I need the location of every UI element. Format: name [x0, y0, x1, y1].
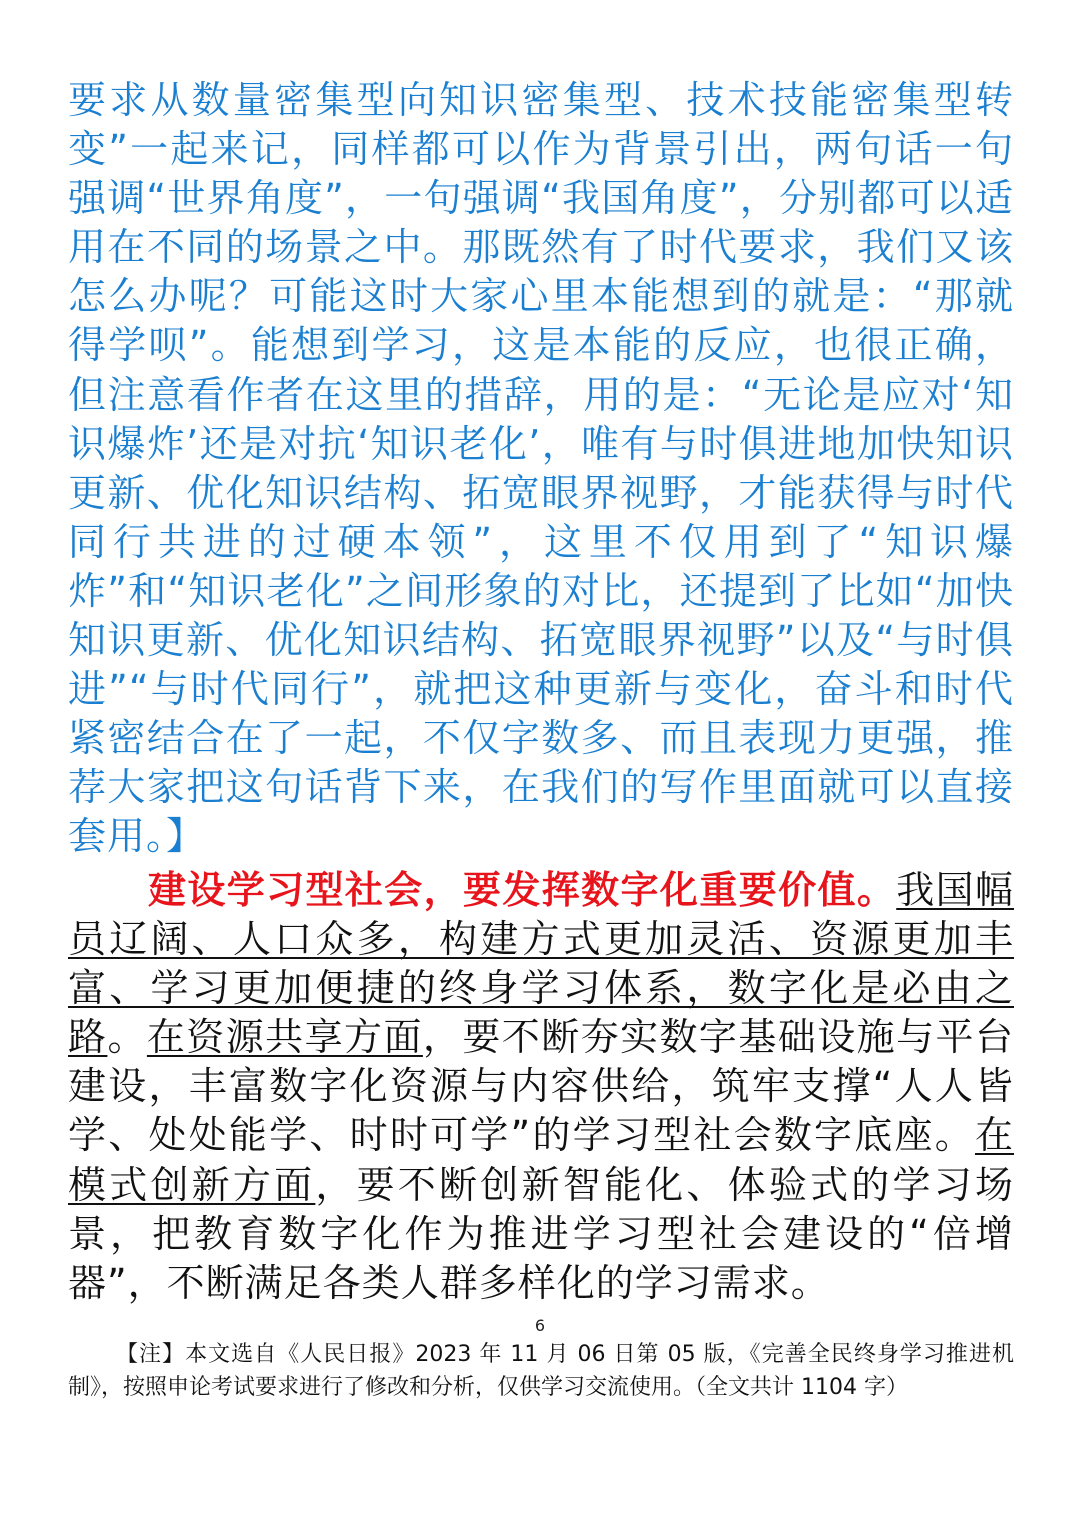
body-text-segment: ，要不断创新智能化、体验式的学习场景，把教育数字化作为推进学习型社会建设的“倍增器”，不断满足各类人群多样化的学习需求。	[68, 1162, 1014, 1305]
body-text-segment: ，要不断夯实数字基础设施与平台建设，丰富数字化资源与内容供给，筑牢支撑“人人皆学、处处能学、时时可学”的学习型社会数字底座。	[68, 1015, 1014, 1158]
underlined-sentence: 我国幅员辽阔、人口众多，构建方式更加灵活、资源更加丰富、学习更加便捷的终身学习体系，数字化是必由之路	[68, 868, 1014, 1060]
source-note: 【注】本文选自《人民日报》2023 年 11 月 06 日第 05 版，《完善全民终身学习推进机制》，按照申论考试要求进行了修改和分析，仅供学习交流使用。（全文共计 1104 字）	[68, 1342, 1014, 1400]
section-heading: 建设学习型社会，要发挥数字化重要价值。	[148, 868, 897, 912]
underlined-phrase-resource-sharing: 在资源共享方面	[146, 1015, 423, 1060]
underlined-phrase-mode-innovation: 在模式创新方面	[68, 1113, 1014, 1207]
analysis-paragraph: 要求从数量密集型向知识密集型、技术技能密集型转变”一起来记，同样都可以作为背景引出，两句话一句强调“世界角度”，一句强调“我国角度”，分别都可以适用在不同的场景之中。那既然有了时代要求，我们又该怎么办呢？可能这时大家心里本能想到的就是：“那就得学呗”。能想到学习，这是本能的反应，也很正确，但注意看作者在这里的措辞，用的是：“无论是应对‘知识爆炸’还是对抗‘知识老化’，唯有与时俱进地加快知识更新、优化知识结构、拓宽眼界视野，才能获得与时代同行共进的过硬本领”，这里不仅用到了“知识爆炸”和“知识老化”之间形象的对比，还提到了比如“加快知识更新、优化知识结构、拓宽眼界视野”以及“与时俱进”“与时代同行”，就把这种更新与变化，奋斗和时代紧密结合在了一起，不仅字数多、而且表现力更强，推荐大家把这句话背下来，在我们的写作里面就可以直接套用。】	[68, 78, 1014, 859]
page-number: 6	[534, 1316, 546, 1335]
body-text-segment: 。	[107, 1015, 147, 1060]
body-paragraph	[68, 866, 1014, 1308]
